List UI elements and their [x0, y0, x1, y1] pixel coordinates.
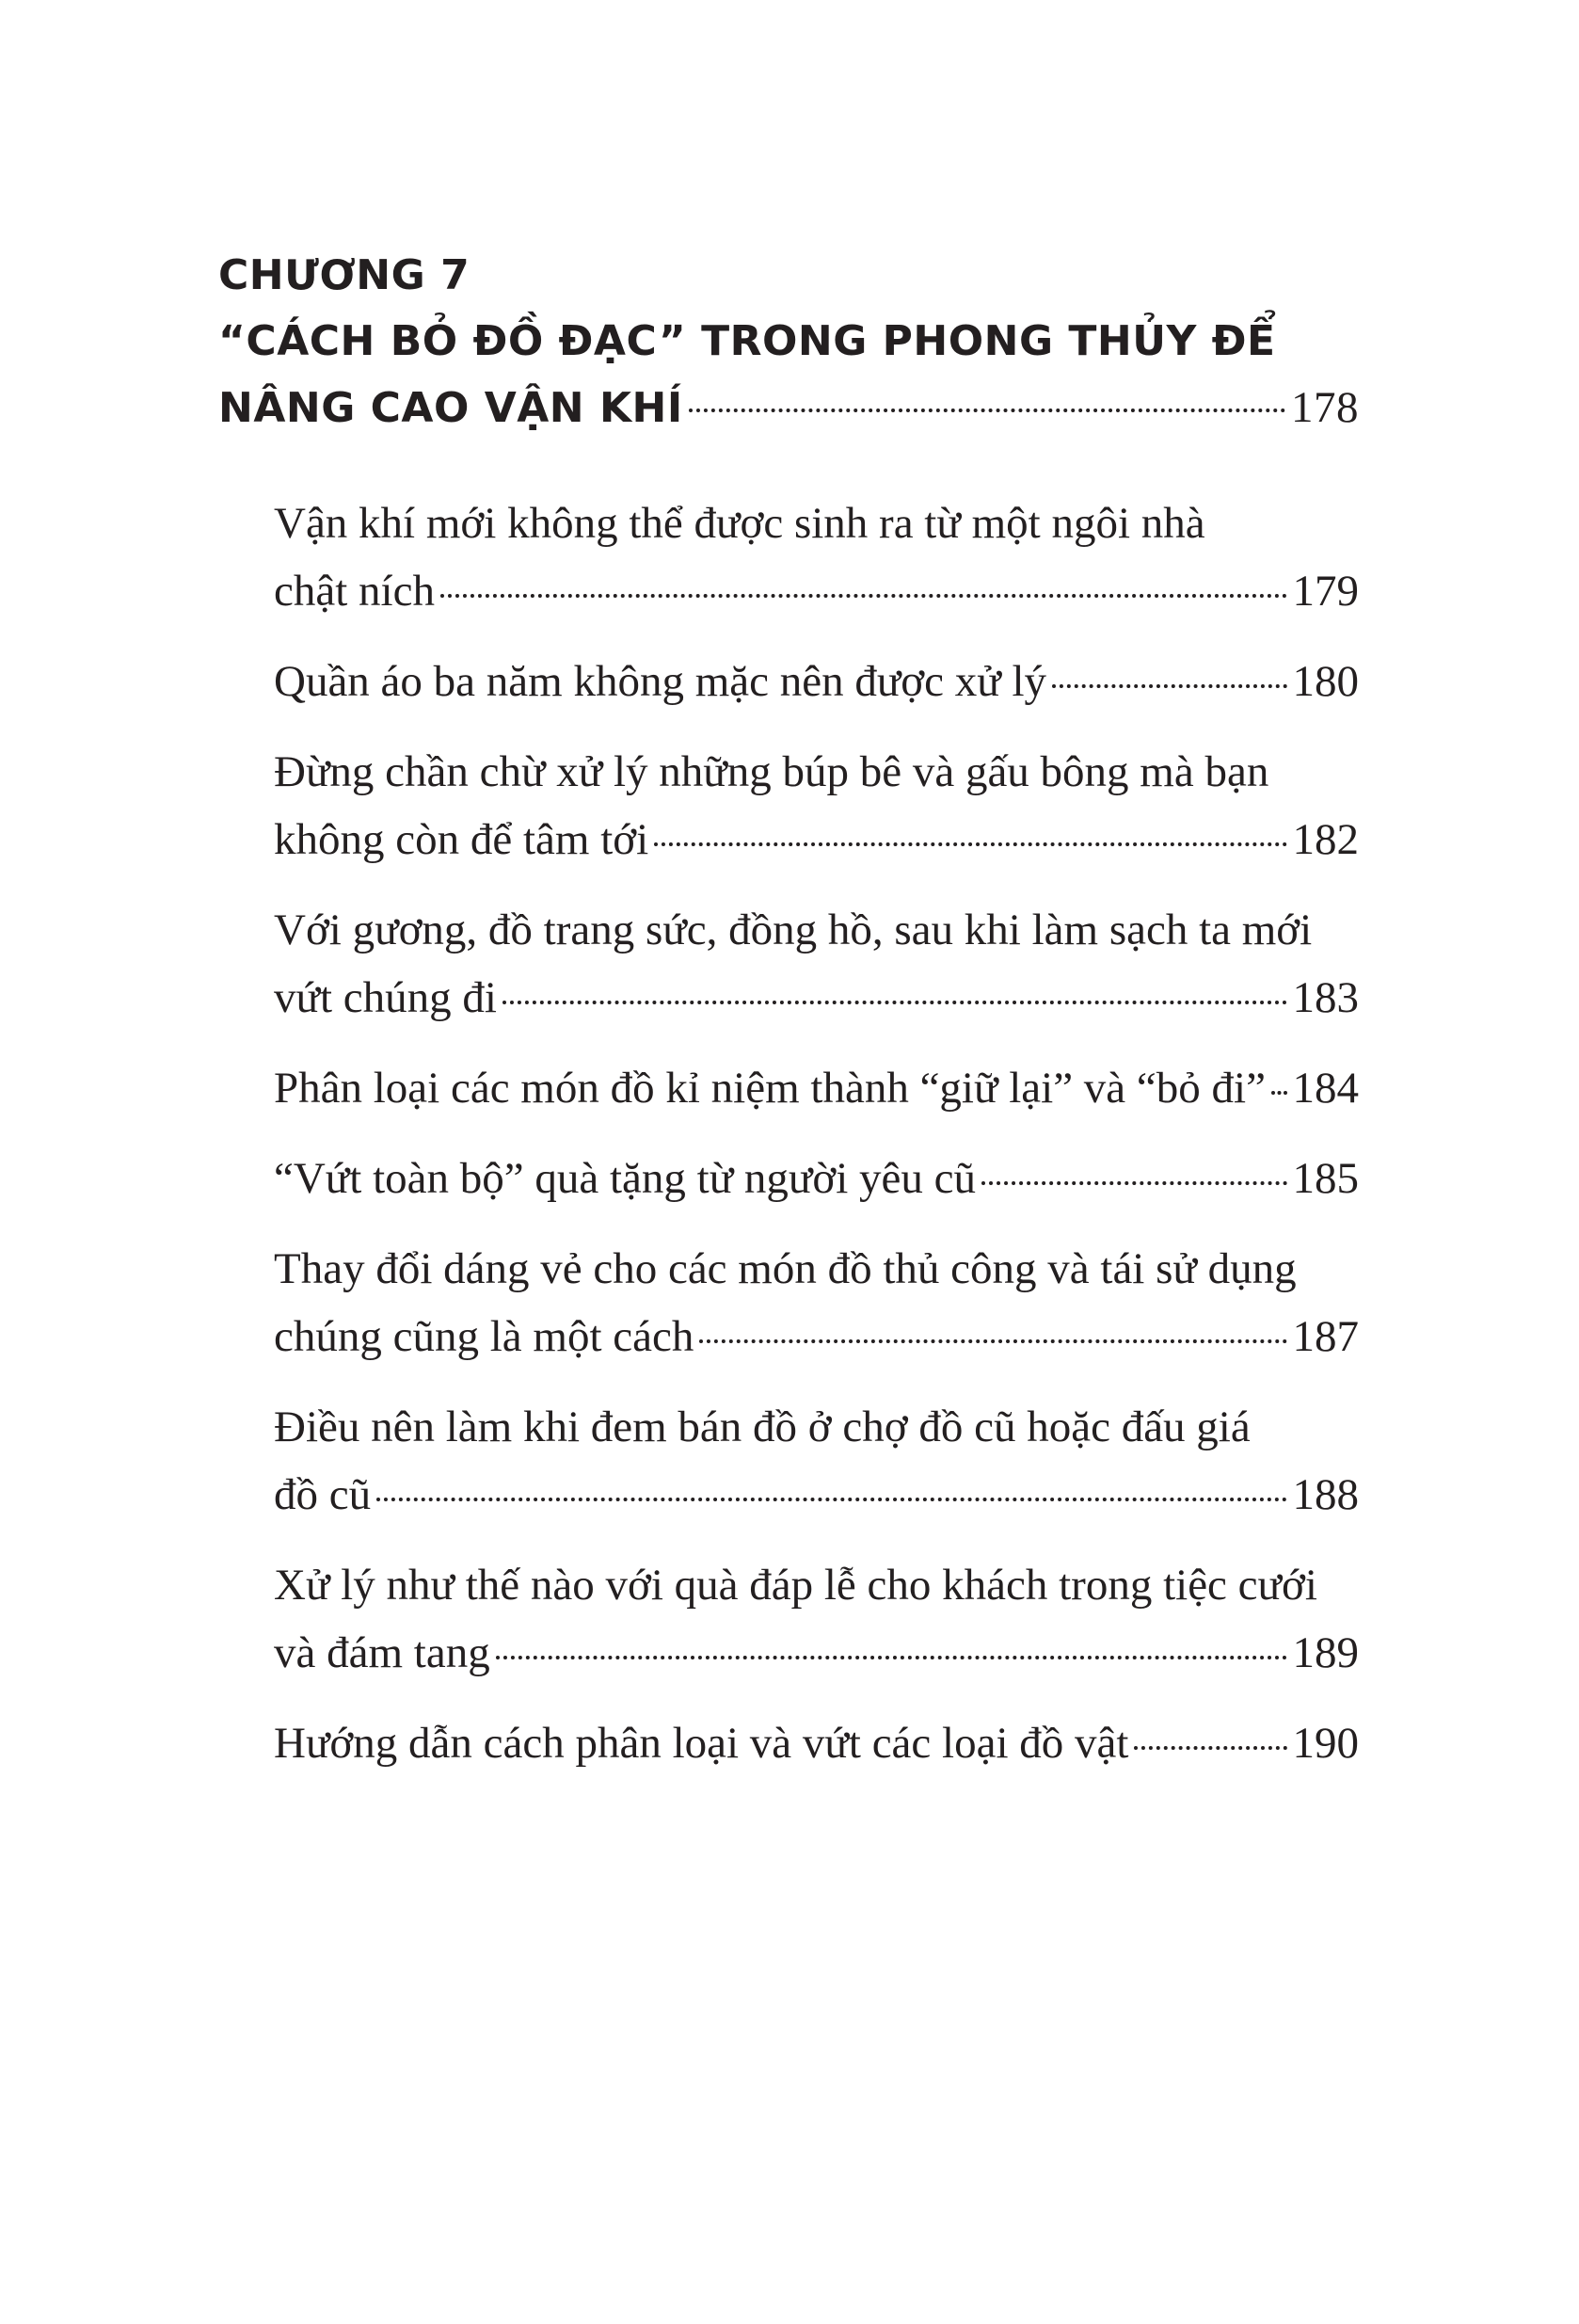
- toc-entry-line-1: Điều nên làm khi đem bán đồ ở chợ đồ cũ hoặc đấu giá: [274, 1402, 1251, 1451]
- toc-entry-line-2: không còn để tâm tới: [274, 815, 649, 864]
- toc-entry-last-line: [274, 1054, 1359, 1122]
- chapter-title-line-1: “CÁCH BỎ ĐỒ ĐẠC” TRONG PHONG THỦY ĐỂ: [218, 317, 1276, 365]
- toc-entry-title: “Vứt toàn bộ” quà tặng từ người yêu cũ: [274, 1154, 977, 1203]
- toc-entry-line-2: chúng cũng là một cách: [274, 1312, 694, 1361]
- dot-leader: [502, 1001, 1287, 1004]
- toc-entry-title: Quần áo ba năm không mặc nên được xử lý: [274, 657, 1047, 706]
- toc-entry-last-line: [274, 1709, 1359, 1777]
- toc-entry[interactable]: [274, 1235, 1359, 1370]
- toc-entry-last-line: [274, 806, 1359, 874]
- toc-page-number: 189: [1292, 1628, 1359, 1677]
- chapter-title-line-2: NÂNG CAO VẬN KHÍ: [218, 384, 683, 432]
- chapter-label: CHƯƠNG 7: [218, 251, 471, 299]
- toc-entry[interactable]: [274, 1709, 1359, 1777]
- dot-leader: [699, 1339, 1286, 1343]
- toc-page-number: 179: [1292, 567, 1359, 616]
- dot-leader: [1134, 1746, 1286, 1750]
- chapter-title-last-line[interactable]: [218, 375, 1359, 441]
- chapter-page-number: 178: [1291, 383, 1359, 432]
- toc-entry-line-2: đồ cũ: [274, 1470, 372, 1519]
- toc-entry-last-line: [274, 557, 1359, 625]
- toc-page-number: 183: [1292, 973, 1359, 1022]
- dot-leader: [496, 1656, 1287, 1659]
- dot-leader: [376, 1498, 1286, 1501]
- toc-page-number: 184: [1292, 1064, 1359, 1113]
- dot-leader: [1052, 684, 1286, 688]
- toc-entry-line-2: vứt chúng đi: [274, 973, 497, 1022]
- toc-entry[interactable]: [274, 1393, 1359, 1529]
- toc-entry-line-1: Xử lý như thế nào với quà đáp lễ cho khách trong tiệc cưới: [274, 1561, 1317, 1610]
- toc-page-number: 182: [1292, 815, 1359, 864]
- toc-entry[interactable]: [274, 738, 1359, 874]
- chapter-heading: [218, 243, 1359, 441]
- toc-entry-line-2: chật ních: [274, 567, 435, 616]
- toc-entry-line-2: và đám tang: [274, 1628, 490, 1677]
- toc-entry-line-1: Vận khí mới không thể được sinh ra từ một ngôi nhà: [274, 499, 1205, 548]
- toc-entry[interactable]: [274, 896, 1359, 1032]
- toc-page-number: 187: [1292, 1312, 1359, 1361]
- toc-list: [274, 489, 1359, 1800]
- toc-page-number: 180: [1292, 657, 1359, 706]
- toc-page-number: 190: [1292, 1719, 1359, 1768]
- toc-entry-last-line: [274, 1145, 1359, 1212]
- toc-entry[interactable]: [274, 489, 1359, 625]
- toc-entry-title: Hướng dẫn cách phân loại và vứt các loại đồ vật: [274, 1719, 1129, 1768]
- toc-entry-title: Phân loại các món đồ kỉ niệm thành “giữ lại” và “bỏ đi”: [274, 1064, 1266, 1113]
- toc-entry[interactable]: [274, 1551, 1359, 1687]
- toc-entry[interactable]: [274, 1054, 1359, 1122]
- toc-entry-line-1: Với gương, đồ trang sức, đồng hồ, sau khi làm sạch ta mới: [274, 906, 1313, 954]
- dot-leader: [1271, 1091, 1287, 1095]
- toc-page-number: 188: [1292, 1470, 1359, 1519]
- toc-page-number: 185: [1292, 1154, 1359, 1203]
- toc-entry-last-line: [274, 964, 1359, 1032]
- dot-leader: [981, 1181, 1286, 1185]
- dot-leader: [440, 594, 1287, 598]
- toc-entry[interactable]: [274, 1145, 1359, 1212]
- dot-leader: [654, 842, 1286, 846]
- toc-entry[interactable]: [274, 648, 1359, 715]
- toc-entry-line-1: Đừng chần chừ xử lý những búp bê và gấu bông mà bạn: [274, 747, 1269, 796]
- dot-leader: [689, 409, 1285, 412]
- toc-entry-last-line: [274, 1461, 1359, 1529]
- toc-entry-line-1: Thay đổi dáng vẻ cho các món đồ thủ công và tái sử dụng: [274, 1244, 1297, 1293]
- toc-entry-last-line: [274, 1303, 1359, 1370]
- toc-entry-last-line: [274, 648, 1359, 715]
- toc-entry-last-line: [274, 1619, 1359, 1687]
